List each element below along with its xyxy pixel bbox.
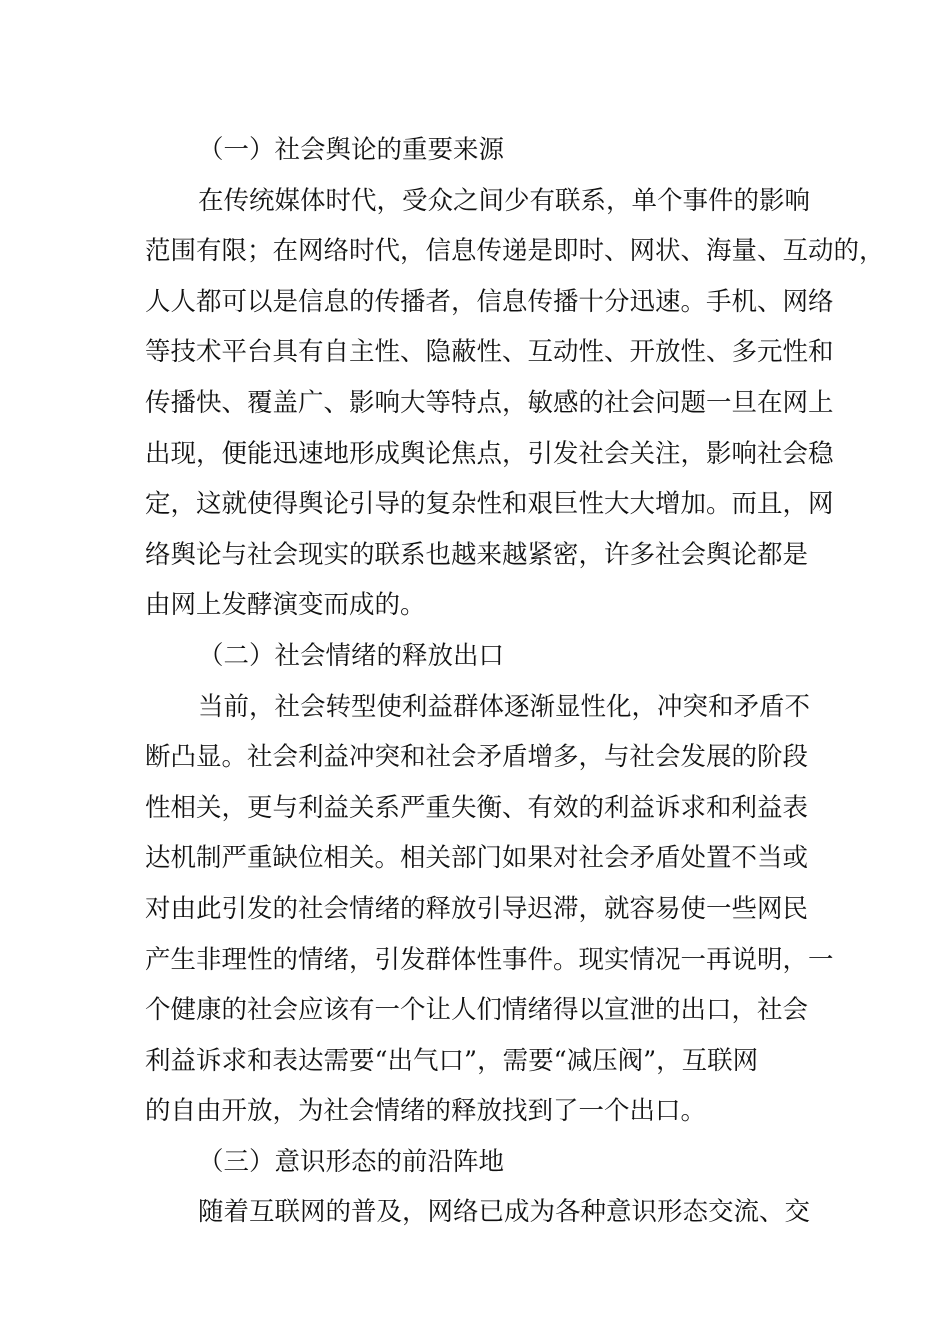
paragraph-line: 在传统媒体时代，受众之间少有联系，单个事件的影响 bbox=[198, 185, 811, 216]
paragraph-line: 个健康的社会应该有一个让人们情绪得以宣泄的出口，社会 bbox=[145, 995, 809, 1026]
paragraph-line: 的自由开放，为社会情绪的释放找到了一个出口。 bbox=[145, 1096, 707, 1127]
paragraph-line: 性相关，更与利益关系严重失衡、有效的利益诉求和利益表 bbox=[145, 792, 809, 823]
paragraph-line: 人人都可以是信息的传播者，信息传播十分迅速。手机、网络 bbox=[145, 286, 834, 317]
paragraph-line: 达机制严重缺位相关。相关部门如果对社会矛盾处置不当或 bbox=[145, 843, 809, 874]
paragraph-line: 断凸显。社会利益冲突和社会矛盾增多，与社会发展的阶段 bbox=[145, 742, 809, 773]
paragraph-line: 随着互联网的普及，网络已成为各种意识形态交流、交 bbox=[198, 1197, 811, 1228]
paragraph-line: 定，这就使得舆论引导的复杂性和艰巨性大大增加。而且，网 bbox=[145, 489, 834, 520]
paragraph-line: 对由此引发的社会情绪的释放引导迟滞，就容易使一些网民 bbox=[145, 893, 809, 924]
section-heading-2: （二）社会情绪的释放出口 bbox=[198, 640, 505, 671]
paragraph-line: 等技术平台具有自主性、隐蔽性、互动性、开放性、多元性和 bbox=[145, 337, 834, 368]
section-heading-3: （三）意识形态的前沿阵地 bbox=[198, 1146, 505, 1177]
paragraph-line: 由网上发酵演变而成的。 bbox=[145, 590, 426, 621]
paragraph-line: 络舆论与社会现实的联系也越来越紧密，许多社会舆论都是 bbox=[145, 539, 809, 570]
paragraph-line: 当前，社会转型使利益群体逐渐显性化，冲突和矛盾不 bbox=[198, 691, 811, 722]
paragraph-line: 产生非理性的情绪，引发群体性事件。现实情况一再说明，一 bbox=[145, 944, 834, 975]
paragraph-line: 传播快、覆盖广、影响大等特点，敏感的社会问题一旦在网上 bbox=[145, 387, 834, 418]
section-heading-1: （一）社会舆论的重要来源 bbox=[198, 135, 505, 165]
paragraph-line: 利益诉求和表达需要“出气口”，需要“减压阀”，互联网 bbox=[145, 1045, 759, 1076]
paragraph-line: 出现，便能迅速地形成舆论焦点，引发社会关注，影响社会稳 bbox=[145, 438, 834, 469]
document-body bbox=[145, 125, 885, 1238]
paragraph-line: 范围有限；在网络时代，信息传递是即时、网状、海量、互动的， bbox=[145, 236, 885, 267]
